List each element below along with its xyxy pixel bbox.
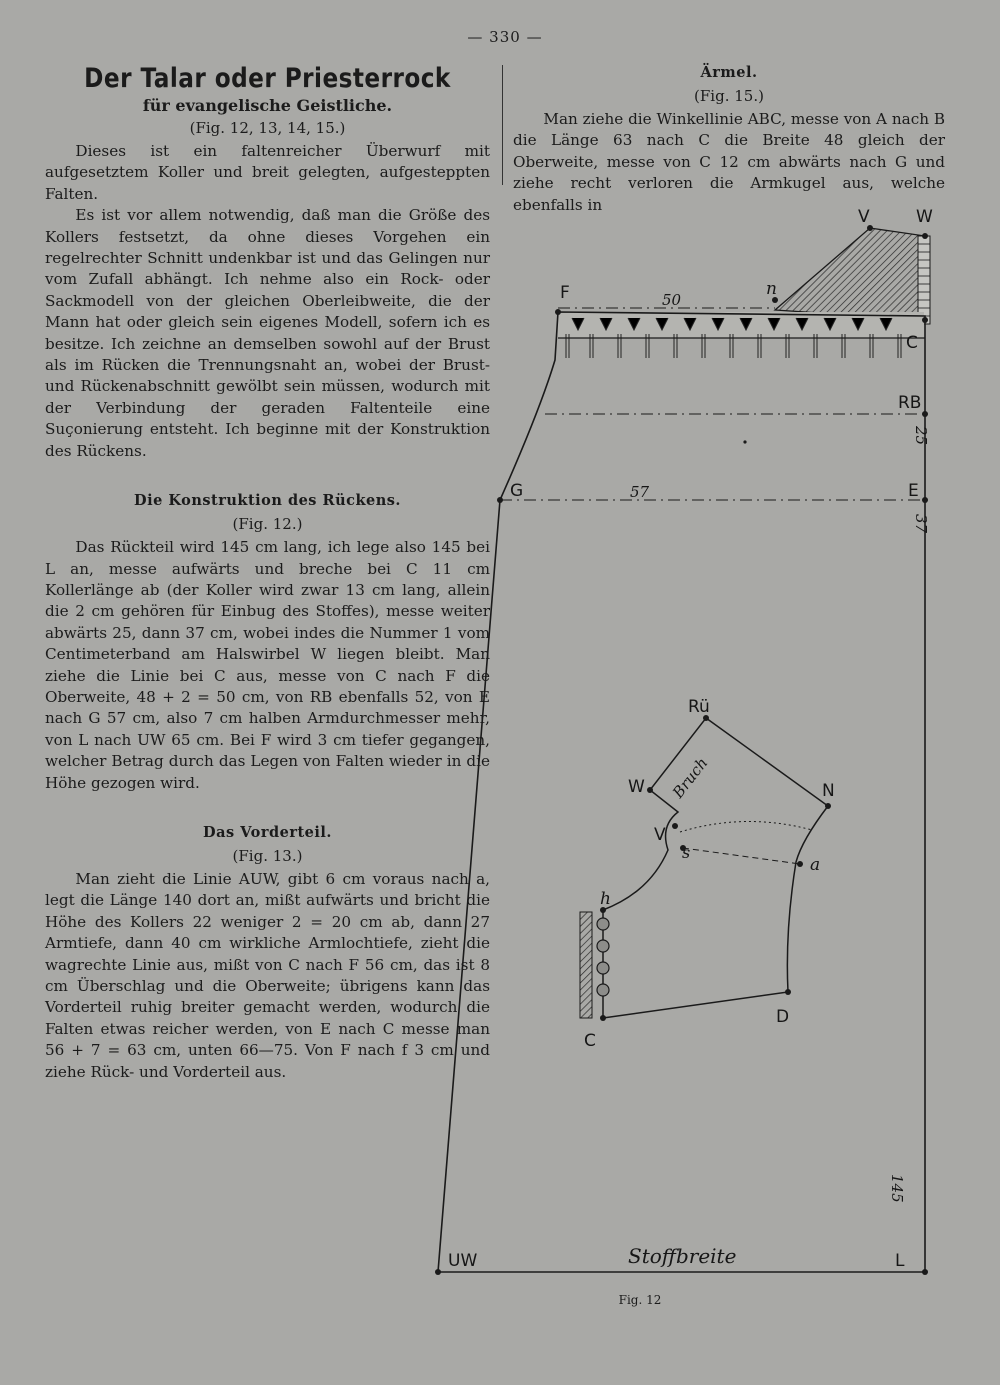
sleeve-section-paragraph: Man ziehe die Winkellinie ABC, messe von A nach B die Länge 63 nach C die Breite 48 gleich der Oberweite, messe von C 12 cm abwärts nach G und ziehe recht verloren die Armkugel aus, welche ebenfalls in [513, 110, 945, 214]
stoffbreite-label: Stoffbreite [628, 1244, 737, 1268]
measure-25: 25 [912, 426, 930, 446]
article-subtitle: für evangelische Geistliche. [142, 96, 393, 115]
label-e: E [908, 481, 919, 501]
label-f: F [560, 283, 570, 303]
sleeve-section-fig-ref: (Fig. 15.) [694, 87, 764, 105]
label-v: V [858, 207, 870, 227]
label-uw: UW [448, 1251, 478, 1271]
label-a: a [810, 855, 821, 875]
label-n-collar: N [822, 781, 835, 801]
label-g: G [510, 481, 524, 501]
collar-ruler [918, 236, 930, 324]
label-c-collar: C [584, 1031, 596, 1051]
collar-triangle [775, 228, 925, 320]
label-c: C [906, 333, 918, 353]
label-l: L [895, 1251, 905, 1271]
front-section-paragraph: Man zieht die Linie AUW, gibt 6 cm voraus nach a, legt die Länge 140 dort an, mißt aufwärts und bricht die Höhe des Kollers 22 weniger 2 = 20 cm ab, dann 27 Armtiefe, dann 40 cm wirkliche Armlochtiefe, zieht die wagrechte Linie aus, mißt von C nach F 56 cm, das ist 8 cm Überschlag und die Oberweite; übrigens kann das Vorderteil ruhig breiter gemacht werden, wodurch die Falten etwas reicher werden, von E nach C messe man 56 + 7 = 63 cm, unten 66—75. Von F nach f 3 cm und ziehe Rück- und Vorderteil aus. [45, 869, 490, 1081]
front-section-fig-ref: (Fig. 13.) [232, 846, 303, 865]
label-s: s [682, 843, 691, 862]
measure-57: 57 [630, 483, 650, 501]
intro-paragraph: Dieses ist ein faltenreicher Überwurf mit aufgesetztem Koller und breit gelegten, aufgesteppten Falten. [45, 142, 490, 203]
front-section-heading: Das Vorderteil. [203, 823, 332, 841]
label-h: h [600, 889, 611, 909]
collar-points [600, 715, 831, 1021]
collar-inner-dashed [683, 848, 800, 864]
page-number: — 330 — [467, 28, 543, 46]
collar-inner-dotted [680, 821, 812, 832]
label-v-collar: V [654, 825, 666, 845]
label-d: D [776, 1007, 790, 1027]
article-fig-ref: (Fig. 12, 13, 14, 15.) [189, 119, 346, 137]
figure-caption: Fig. 12 [618, 1293, 662, 1307]
collar-pattern-outline [603, 718, 828, 1018]
back-section-paragraph: Das Rückteil wird 145 cm lang, ich lege also 145 bei L an, messe aufwärts und breche bei C 11 cm Kollerlänge ab (der Koller wird zwar 13 cm lang, allein die 2 cm gehören für Einbug des Stoffes), messe weiter abwärts 25, dann 37 cm, wobei indes die Nummer 1 vom Centimeterband am Halswirbel W liegen bleibt. Man ziehe die Linie bei C aus, messe von C nach F die Oberweite, 48 + 2 = 50 cm, von RB ebenfalls 52, von E nach G 57 cm, also 7 cm halben Armdurchmesser mehr, von L nach UW 65 cm. Bei F wird 3 cm tiefer gegangen, welcher Betrag durch das Legen von Falten wieder in die Höhe gezogen wird. [45, 538, 490, 792]
measure-37: 37 [912, 514, 930, 534]
label-w-collar: W [628, 777, 645, 797]
label-ru: Rü [688, 697, 710, 717]
measure-50: 50 [662, 291, 682, 309]
back-section-heading: Die Konstruktion des Rückens. [134, 492, 401, 510]
bruch-label: Bruch [668, 754, 712, 802]
back-section-fig-ref: (Fig. 12.) [232, 515, 303, 534]
label-w: W [916, 207, 933, 227]
measure-145: 145 [888, 1174, 906, 1203]
intro-paragraph: Es ist vor allem notwendig, daß man die Größe des Kollers festsetzt, da ohne dieses Vorgehen ein regelrechter Schnitt undenkbar ist und das Gelingen nur vom Zufall abhängt. Ich nehme also ein Rock- oder Sackmodell von der gleichen Oberleibweite, die der Mann hat oder gleich sein eigenes Modell, sofern ich es besitze. Ich zeichne an demselben sowohl auf der Brust als im Rücken die Trennungsnaht an, wobei der Brust- und Rückenabschnitt gewölbt sein müssen, wodurch mit der Verbindung der geraden Faltenteile eine Suçonierung entsteht. Ich beginne mit der Konstruktion des Rückens. [45, 206, 490, 460]
label-n: n [766, 279, 777, 299]
collar-front-strip [580, 912, 592, 1018]
article-title: Der Talar oder Priesterrock [84, 63, 451, 94]
sleeve-section-heading: Ärmel. [700, 64, 758, 81]
label-rb: RB [898, 393, 922, 413]
